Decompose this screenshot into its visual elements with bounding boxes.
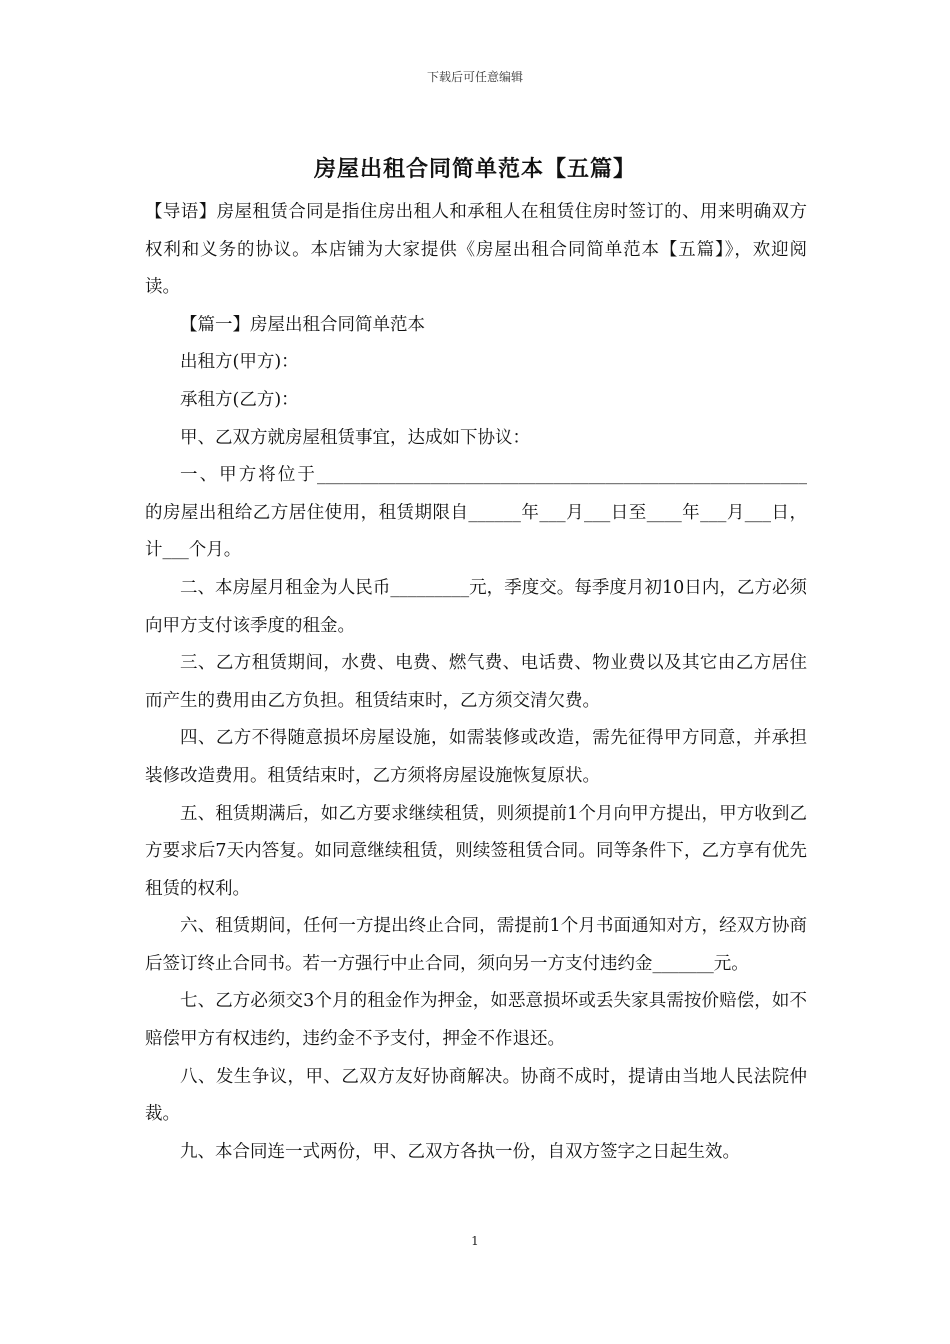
section-heading: 【篇一】房屋出租合同简单范本 bbox=[180, 314, 425, 335]
page-number: 1 bbox=[471, 1234, 479, 1248]
clause-1: 一、甲方将位于________________________________________________________的房屋出租给乙方居住使用，租赁期限自______年___月___日至____年___月___日，计___个月。 bbox=[145, 465, 807, 561]
clause-5: 五、租赁期满后，如乙方要求继续租赁，则须提前1个月向甲方提出，甲方收到乙方要求后7天内答复。如同意继续租赁，则续签租赁合同。同等条件下，乙方享有优先租赁的权利。 bbox=[145, 803, 807, 899]
lessee-line: 承租方(乙方)： bbox=[180, 389, 299, 410]
clause-9: 九、本合同连一式两份，甲、乙双方各执一份，自双方签字之日起生效。 bbox=[180, 1141, 740, 1162]
clause-8: 八、发生争议，甲、乙双方友好协商解决。协商不成时，提请由当地人民法院仲裁。 bbox=[145, 1066, 807, 1125]
clause-6: 六、租赁期间，任何一方提出终止合同，需提前1个月书面通知对方，经双方协商后签订终止合同书。若一方强行中止合同，须向另一方支付违约金_______元。 bbox=[145, 916, 807, 974]
clause-4: 四、乙方不得随意损坏房屋设施，如需装修或改造，需先征得甲方同意，并承担装修改造费用。租赁结束时，乙方须将房屋设施恢复原状。 bbox=[145, 728, 807, 786]
header-note: 下载后可任意编辑 bbox=[426, 70, 523, 84]
lessor-line: 出租方(甲方)： bbox=[180, 352, 299, 373]
intro-paragraph: 【导语】房屋租赁合同是指住房出租人和承租人在租赁住房时签订的、用来明确双方权利和义务的协议。本店铺为大家提供《房屋出租合同简单范本【五篇】》，欢迎阅读。 bbox=[145, 202, 807, 298]
document-body bbox=[145, 194, 807, 1171]
clause-3: 三、乙方租赁期间，水费、电费、燃气费、电话费、物业费以及其它由乙方居住而产生的费用由乙方负担。租赁结束时，乙方须交清欠费。 bbox=[145, 653, 807, 711]
clause-7: 七、乙方必须交3个月的租金作为押金，如恶意损坏或丢失家具需按价赔偿，如不赔偿甲方有权违约，违约金不予支付，押金不作退还。 bbox=[145, 991, 807, 1050]
agreement-line: 甲、乙双方就房屋租赁事宜，达成如下协议： bbox=[180, 427, 530, 448]
clause-2: 二、本房屋月租金为人民币_________元，季度交。每季度月初10日内，乙方必须向甲方支付该季度的租金。 bbox=[145, 577, 807, 636]
document-title: 房屋出租合同简单范本【五篇】 bbox=[313, 156, 636, 182]
